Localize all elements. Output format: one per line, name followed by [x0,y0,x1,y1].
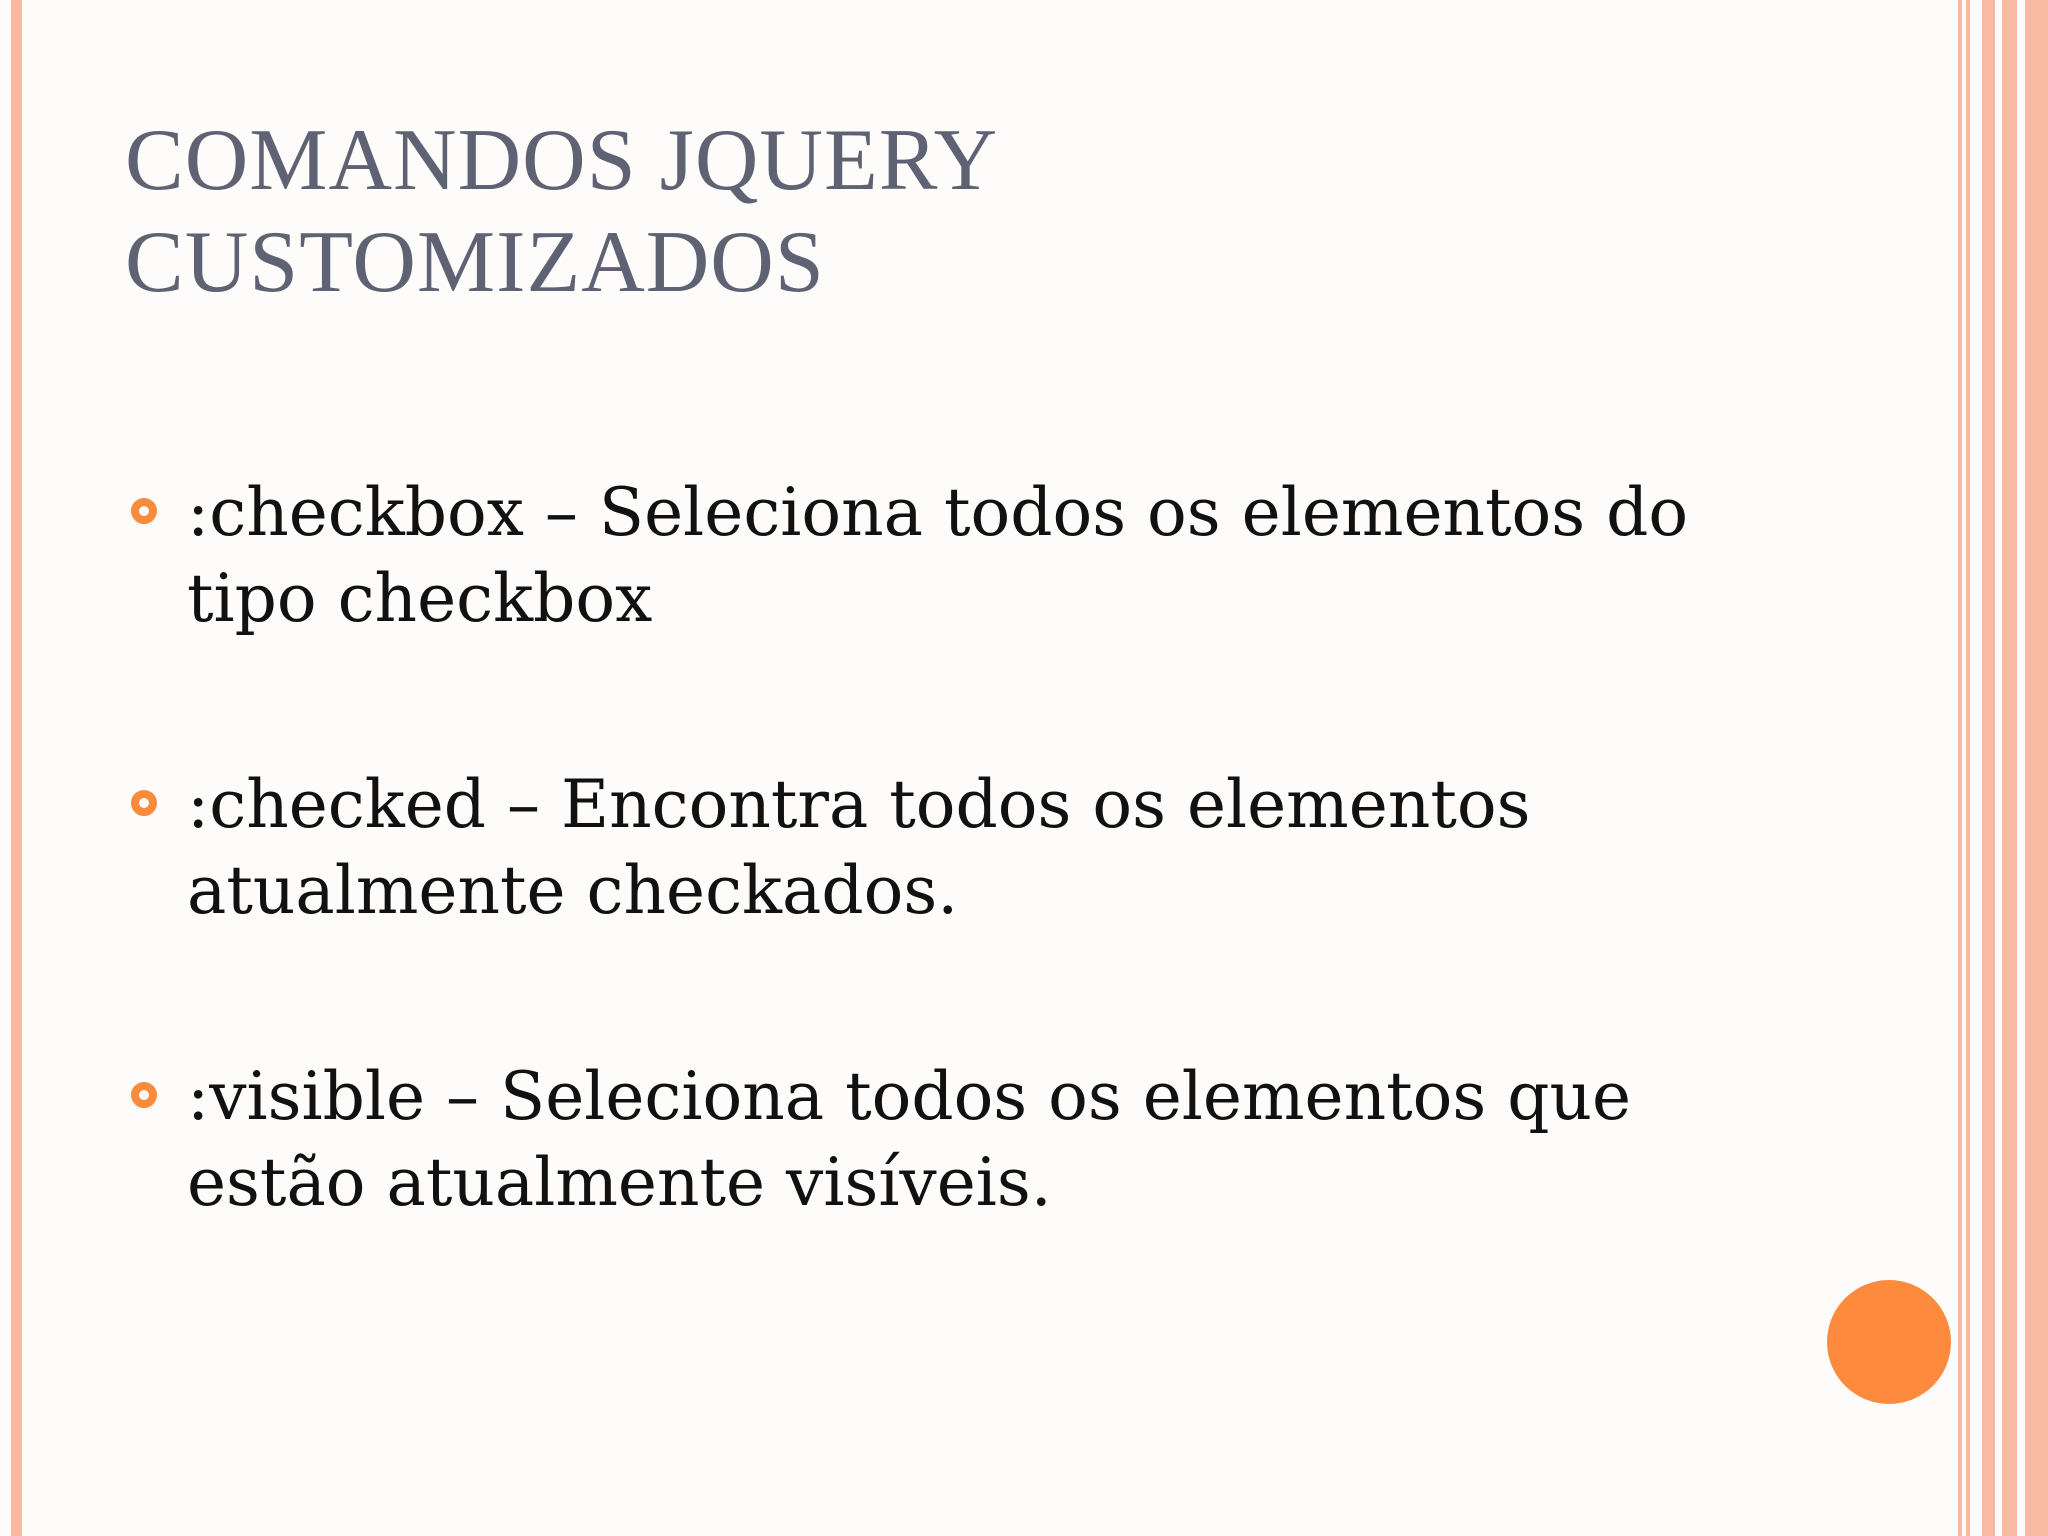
bullet-item-checkbox [125,470,1825,642]
left-border-bar [11,0,22,1536]
decorative-orange-circle [1827,1280,1951,1404]
ring-bullet-icon [131,790,157,816]
bullet-item-checked [125,762,1825,934]
bullet-text: :checkbox – Seleciona todos os elementos do tipo checkbox [187,474,1689,637]
right-border-stripe [1958,0,1962,1536]
right-border-stripe [1982,0,1995,1536]
right-border-stripe [2025,0,2048,1536]
ring-bullet-icon [131,1082,157,1108]
slide-title-line: COMANDOS JQUERY [125,112,999,209]
ring-bullet-icon [131,498,157,524]
bullet-text: :checked – Encontra todos os elementos atualmente checkados. [187,766,1531,929]
slide-title-line: CUSTOMIZADOS [125,214,825,311]
slide-title [125,110,1825,314]
right-border-stripe [2002,0,2017,1536]
bullet-text: :visible – Seleciona todos os elementos que estão atualmente visíveis. [187,1058,1632,1221]
bullet-item-visible [125,1054,1825,1226]
right-border-stripe [1966,0,1970,1536]
bullet-list [125,470,1825,1346]
